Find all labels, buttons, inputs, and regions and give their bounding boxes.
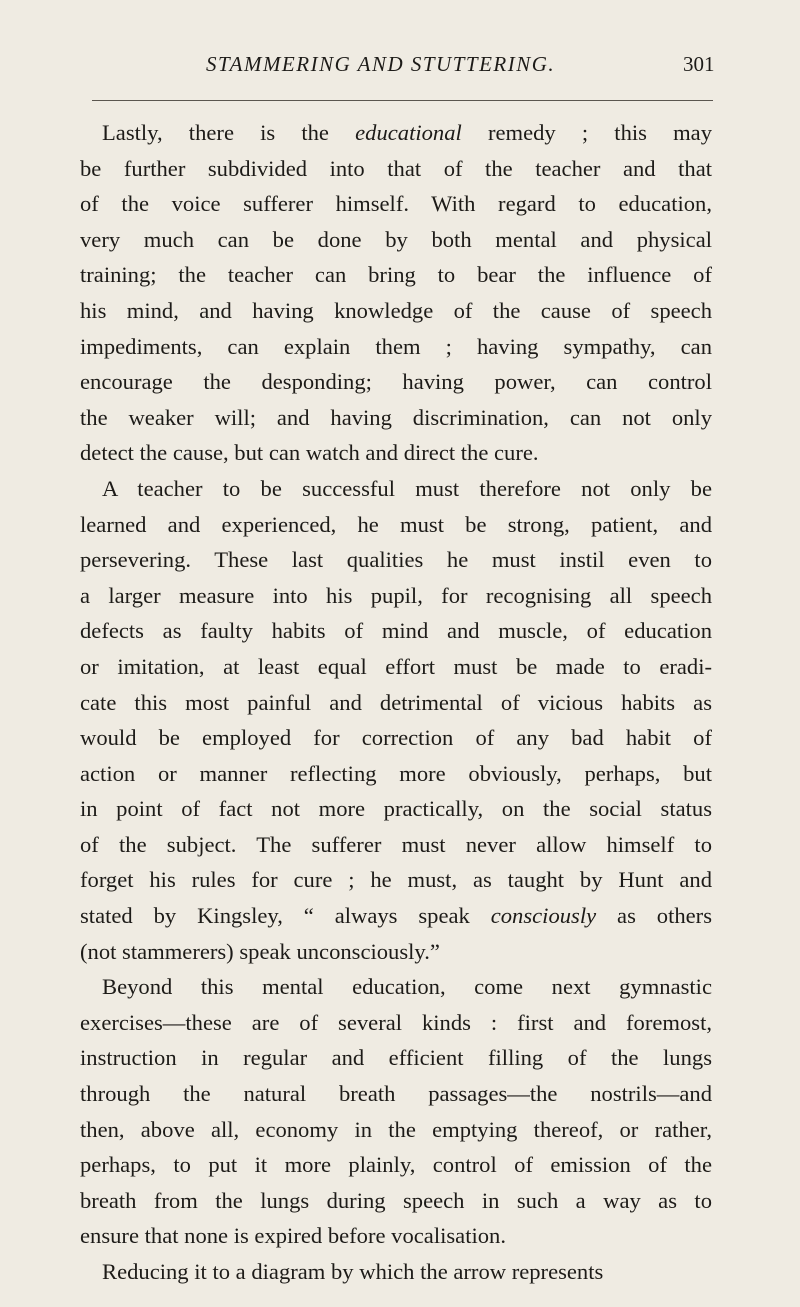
text-segment: of the subject. The sufferer must never allow himself to — [80, 831, 712, 857]
text-segment: cate this most painful and detrimental of vicious habits as — [80, 689, 712, 715]
text-segment: remedy ; this may — [461, 120, 712, 145]
text-line — [80, 542, 712, 578]
text-line — [80, 151, 712, 187]
text-line — [80, 756, 712, 792]
text-line — [80, 186, 712, 222]
text-line — [80, 1183, 712, 1219]
text-line — [80, 1112, 712, 1148]
text-line — [80, 435, 712, 471]
text-segment: of the voice sufferer himself. With regard to education, — [80, 191, 712, 217]
text-line — [80, 862, 712, 898]
text-line — [80, 649, 712, 685]
text-segment: impediments, can explain them ; having sympathy, can — [80, 333, 712, 359]
text-line — [80, 1218, 712, 1254]
running-head — [0, 52, 800, 82]
text-line — [80, 1254, 712, 1290]
text-line — [80, 791, 712, 827]
text-line — [80, 685, 712, 721]
text-segment: exercises—these are of several kinds : first and foremost, — [80, 1009, 712, 1035]
text-line — [80, 1040, 712, 1076]
text-segment: stated by Kingsley, “ always speak — [80, 903, 491, 929]
text-segment: be further subdivided into that of the teacher and that — [80, 155, 712, 181]
text-segment: training; the teacher can bring to bear the influence of — [80, 262, 712, 288]
text-segment: forget his rules for cure ; he must, as taught by Hunt and — [80, 867, 712, 893]
text-segment: encourage the desponding; having power, can control — [80, 369, 712, 395]
text-segment: his mind, and having knowledge of the cause of speech — [80, 297, 712, 323]
text-segment: very much can be done by both mental and physical — [80, 226, 712, 252]
text-line — [80, 364, 712, 400]
text-segment: action or manner reflecting more obviously, perhaps, but — [80, 760, 712, 786]
text-segment: a larger measure into his pupil, for recognising all speech — [80, 582, 712, 608]
text-line — [80, 115, 712, 151]
text-line — [80, 471, 712, 507]
text-line — [80, 329, 712, 365]
paragraph — [80, 969, 712, 1254]
text-line — [80, 1005, 712, 1041]
text-segment: through the natural breath passages—the nostrils—and — [80, 1081, 712, 1107]
text-segment: breath from the lungs during speech in such a way as to — [80, 1187, 712, 1213]
text-line — [80, 969, 712, 1005]
text-line — [80, 934, 712, 970]
text-line — [80, 222, 712, 258]
text-line — [80, 257, 712, 293]
text-segment: as others — [596, 903, 712, 929]
text-segment: persevering. These last qualities he must instil even to — [80, 547, 712, 573]
text-line — [80, 720, 712, 756]
text-segment: the weaker will; and having discrimination, can not only — [80, 404, 712, 430]
text-segment: (not stammerers) speak unconsciously.” — [80, 938, 440, 964]
text-line — [80, 293, 712, 329]
text-line — [80, 1076, 712, 1112]
text-line — [80, 1147, 712, 1183]
text-line — [80, 578, 712, 614]
text-line — [80, 827, 712, 863]
text-segment: Beyond this mental education, come next gymnastic — [102, 974, 712, 1000]
page-number: 301 — [683, 52, 715, 76]
text-line — [80, 898, 712, 934]
italic-text: consciously — [490, 903, 597, 929]
text-segment: defects as faulty habits of mind and muscle, of education — [80, 618, 712, 644]
text-segment: would be employed for correction of any bad habit of — [80, 725, 712, 751]
text-segment: learned and experienced, he must be strong, patient, and — [80, 511, 712, 537]
paragraph — [80, 1254, 712, 1290]
header-rule — [92, 100, 713, 101]
text-segment: then, above all, economy in the emptying thereof, or rather, — [80, 1116, 712, 1142]
text-segment: Reducing it to a diagram by which the arrow represents — [102, 1259, 604, 1284]
text-line — [80, 400, 712, 436]
text-segment: perhaps, to put it more plainly, control of emission of the — [80, 1152, 712, 1178]
paragraph — [80, 115, 712, 471]
paragraph — [80, 471, 712, 969]
text-segment: ensure that none is expired before vocalisation. — [80, 1223, 506, 1249]
text-segment: detect the cause, but can watch and direct the cure. — [80, 440, 539, 466]
text-segment: A teacher to be successful must therefore not only be — [102, 475, 712, 501]
text-segment: instruction in regular and efficient filling of the lungs — [80, 1045, 712, 1071]
running-title: STAMMERING AND STUTTERING. — [206, 52, 556, 76]
text-segment: or imitation, at least equal effort must be made to eradi- — [80, 653, 712, 679]
text-segment: Lastly, there is the — [102, 120, 356, 145]
body-text — [80, 115, 712, 1290]
text-line — [80, 507, 712, 543]
italic-text: educational — [355, 120, 462, 145]
text-line — [80, 613, 712, 649]
text-segment: in point of fact not more practically, on the social status — [80, 796, 712, 822]
